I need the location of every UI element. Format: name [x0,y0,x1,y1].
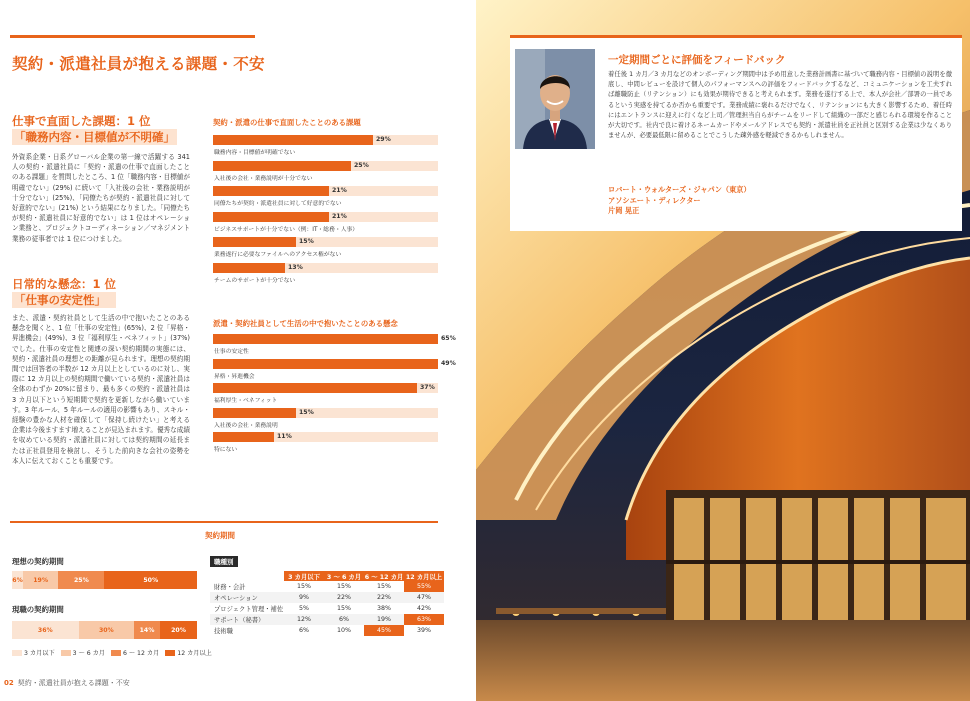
chart2-bars [213,334,456,457]
bar-value-label: 49% [441,359,456,367]
period-legend [12,648,212,657]
table-value-cell: 6% [299,627,309,634]
stack-segment: 14% [134,621,160,639]
bar [213,383,417,393]
bar-value-label: 37% [420,384,435,391]
section1-body: 外資系企業・日系グローバル企業の第一線で活躍する 341 人の契約・派遣社員に「契約・派遣の仕事で直面したことのある課題」を質問したところ、1 位「職務内容・目標値が明確でない」(29%) に続いて「入社後の会社・業務説明が十分でない」(25%)、「同僚たちが契約・派遣社員に対して好意的でない」(21%) という結果になりました。「同僚たちが契約・派遣社員に好意的でない」は 1 位はオペレーション業務と、プロジェクトコーディネーション／マネジメント業務の従事者では 1 位につけました。 [12,153,190,243]
legend-swatch [61,650,71,656]
stack-segment: 6% [12,571,23,589]
table-header-cell: 3 〜 6 カ月 [324,571,364,581]
bar-category-label: 入社後の会社・業務説明が十分でない [214,175,313,182]
bar [213,408,296,418]
footer-text: 契約・派遣社員が抱える課題・不安 [17,679,130,687]
job-period-table [210,571,444,636]
bar-value-label: 15% [299,408,314,416]
job-name-cell: サポート（秘書） [210,614,284,625]
legend-label: 12 カ月以上 [177,650,212,657]
interview-title: 一定期間ごとに評価をフィードバック [608,54,786,66]
interview-card [510,35,962,231]
bar-category-label: 特にない [214,447,238,453]
job-type-tag: 職種別 [210,556,238,567]
bar-category-label: 福利厚生・ベネフィット [214,398,278,404]
bar-category-label: 同僚たちが契約・派遣社員に対して好意的でない [214,201,342,207]
legend-item [165,648,212,657]
bar-category-label: 入社後の会社・業務説明 [214,422,278,429]
company-name: ロバート・ウォルターズ・ジャパン（東京） [608,185,751,194]
bar-row [213,186,438,212]
bar-value-label: 29% [376,136,391,143]
job-name-cell: 技術職 [214,628,233,635]
page-title: 契約・派遣社員が抱える課題・不安 [12,55,265,73]
chart2-title: 派遣・契約社員として生活の中で抱いたことのある懸念 [213,319,398,328]
table-value-cell: 6% [324,614,364,625]
table-value-cell: 15% [377,583,391,590]
portrait-image [515,49,595,149]
bar-row [213,212,438,238]
interview-body: 着任後 1 カ月／3 カ月などのオンボーディング期間中は予め用意した業務計画書に基づいて職務内容・目標値の説明を徹底し、中間レビューを設けて個人のパフォーマンスへの評価をフィードバックするなど、コミュニケーションを工夫すれば離職防止（リテンション）にも効果が期待できると考えられます。業務を遂行する上で、本人が会社／部署の一員であるという実感を持てるか否かも重要です。業務成績に褒れるだけでなく、リテンションにも大きく影響するため、着任時にはエントランスに迎えに行くなど上司／管理担当自らがチームをリードして組織の一部だと感じられる環境を作ることが大切です。社内で良に着けるネームカードやメールアドレスでも契約・派遣社員を正社員と区別する企業は少なくありませんが、必要最低限に留めることでこうした疎外感を軽減できるかもしれません。 [608,71,952,140]
bar [213,359,438,369]
interviewee-info [608,185,751,217]
actual-period-title: 現職の契約期間 [12,605,64,614]
stack-segment: 30% [79,621,135,639]
bar-row [213,263,438,289]
table-row [210,625,444,636]
table-value-cell: 5% [299,605,309,612]
legend-label: 3 〜 6 カ月 [72,650,105,657]
ideal-period-bar [12,571,197,589]
table-value-cell: 12% [284,614,324,625]
contract-period-title: 契約期間 [205,531,235,540]
legend-item [12,648,55,657]
bar-value-label: 21% [332,187,347,194]
table-row [210,603,444,614]
bar-category-label: チームのサポートが十分でない [214,277,296,284]
bar-category-label: 職務内容・目標値が明確でない [214,150,296,156]
legend-label: 6 〜 12 カ月 [123,650,160,657]
table-value-cell: 22% [324,592,364,603]
table-value-cell: 42% [417,605,431,612]
bar-category-label: 業務遂行に必要なファイルへのアクセス権がない [214,252,342,258]
bar [213,334,438,344]
table-header-cell: 3 カ月以下 [284,571,324,581]
left-page [0,0,470,701]
stack-segment: 19% [23,571,58,589]
table-value-cell: 15% [297,583,311,590]
bar-row [213,135,438,161]
bar-value-label: 11% [277,433,292,440]
section-divider [10,521,438,523]
table-value-cell: 15% [337,605,351,612]
table-value-cell: 39% [417,627,431,634]
table-value-cell: 19% [364,614,404,625]
stack-segment: 36% [12,621,79,639]
table-value-cell: 63% [404,614,444,625]
table-value-cell: 9% [284,592,324,603]
table-value-cell: 47% [404,592,444,603]
chart1-title: 契約・派遣の仕事で直面したことのある課題 [213,118,361,127]
bar [213,186,329,196]
title-accent-bar [10,35,255,38]
chart1-bars [213,135,438,288]
legend-label: 3 カ月以下 [24,650,55,657]
table-row [210,614,444,625]
bar-category-label: 昇格・昇進機会 [214,373,255,380]
table-value-cell: 45% [364,625,404,636]
actual-period-bar [12,621,197,639]
bar-category-label: 仕事の安定性 [214,349,249,355]
section2-heading: 日常的な懸念：1 位 「仕事の安定性」 [12,277,117,307]
bar-value-label: 65% [441,335,456,342]
job-name-cell: 財務・会計 [214,584,246,591]
legend-item [111,648,159,657]
legend-swatch [165,650,175,656]
legend-swatch [111,650,121,656]
job-name-cell: オペレーション [210,592,284,603]
job-role: アソシエート・ディレクター [608,195,701,205]
bar-category-label: ビジネスサポートが十分でない（例：IT・総務・人事） [214,226,359,233]
section2-body: また、派遣・契約社員として生活の中で抱いたことのある懸念を聞くと、1 位「仕事の安定性」(65%)、2 位「昇格・昇進機会」(49%)、3 位「福利厚生・ベネフィット」(37%) でした。仕事の安定性と関連の深い契約期間の実態には、契約・派遣社員の理想との距離が見られます。理想の契約期間では回答者の半数が 12 カ月以上としているのに対し、実際に 12 カ月以上の契約期間で働いている契約・派遣社員は全体のわずか 20%に留まり、最も多くの契約・派遣社員は 3 カ月以下という短期間で契約を更新しながら働いています。3 年ルール、5 年ルールの適用の影響もあり、スキル・経験の豊かな人材を確保して「保持し続けたい」と考える企業は今後ますます増えることが見込まれます。優秀な成績を収めている契約・派遣社員に対しては契約期間の延長または正社員登用を検討し、そうした前向きな会社の姿勢を本人に伝えておくことも重要です。 [12,314,190,465]
section1-heading: 仕事で直面した課題：1 位 「職務内容・目標値が不明確」 [12,114,175,144]
card-accent-bar [510,35,962,38]
job-name-cell: プロジェクト管理・補佐 [214,606,284,613]
table-row [210,592,444,603]
stack-segment: 50% [104,571,197,589]
bar-row [213,359,456,384]
bar [213,212,329,222]
bar-row [213,432,438,457]
page-footer [4,678,130,688]
bar [213,237,296,247]
table-row [210,581,444,592]
table-header-cell: 6 〜 12 カ月 [364,571,404,581]
bar-row [213,161,438,187]
bar-row [213,334,456,359]
bar-row [213,383,438,408]
stack-segment: 25% [58,571,104,589]
page-number: 02 [4,679,14,687]
bar [213,161,351,171]
table-value-cell: 55% [404,581,444,592]
stack-segment: 20% [160,621,197,639]
bar [213,263,285,273]
table-header-cell: 12 カ月以上 [404,571,444,581]
table-value-cell: 10% [337,627,351,634]
person-name: 片岡 晃正 [608,206,640,215]
table-value-cell: 15% [337,583,351,590]
bar-row [213,408,438,433]
legend-item [61,648,105,657]
bar-row [213,237,438,263]
legend-swatch [12,650,22,656]
bar [213,432,274,442]
ideal-period-title: 理想の契約期間 [12,557,64,566]
bar-value-label: 15% [299,238,314,245]
bar-value-label: 21% [332,212,347,220]
table-value-cell: 38% [377,605,391,612]
bar-value-label: 25% [354,161,369,169]
bar-value-label: 13% [288,263,303,271]
bar [213,135,373,145]
table-value-cell: 22% [364,592,404,603]
